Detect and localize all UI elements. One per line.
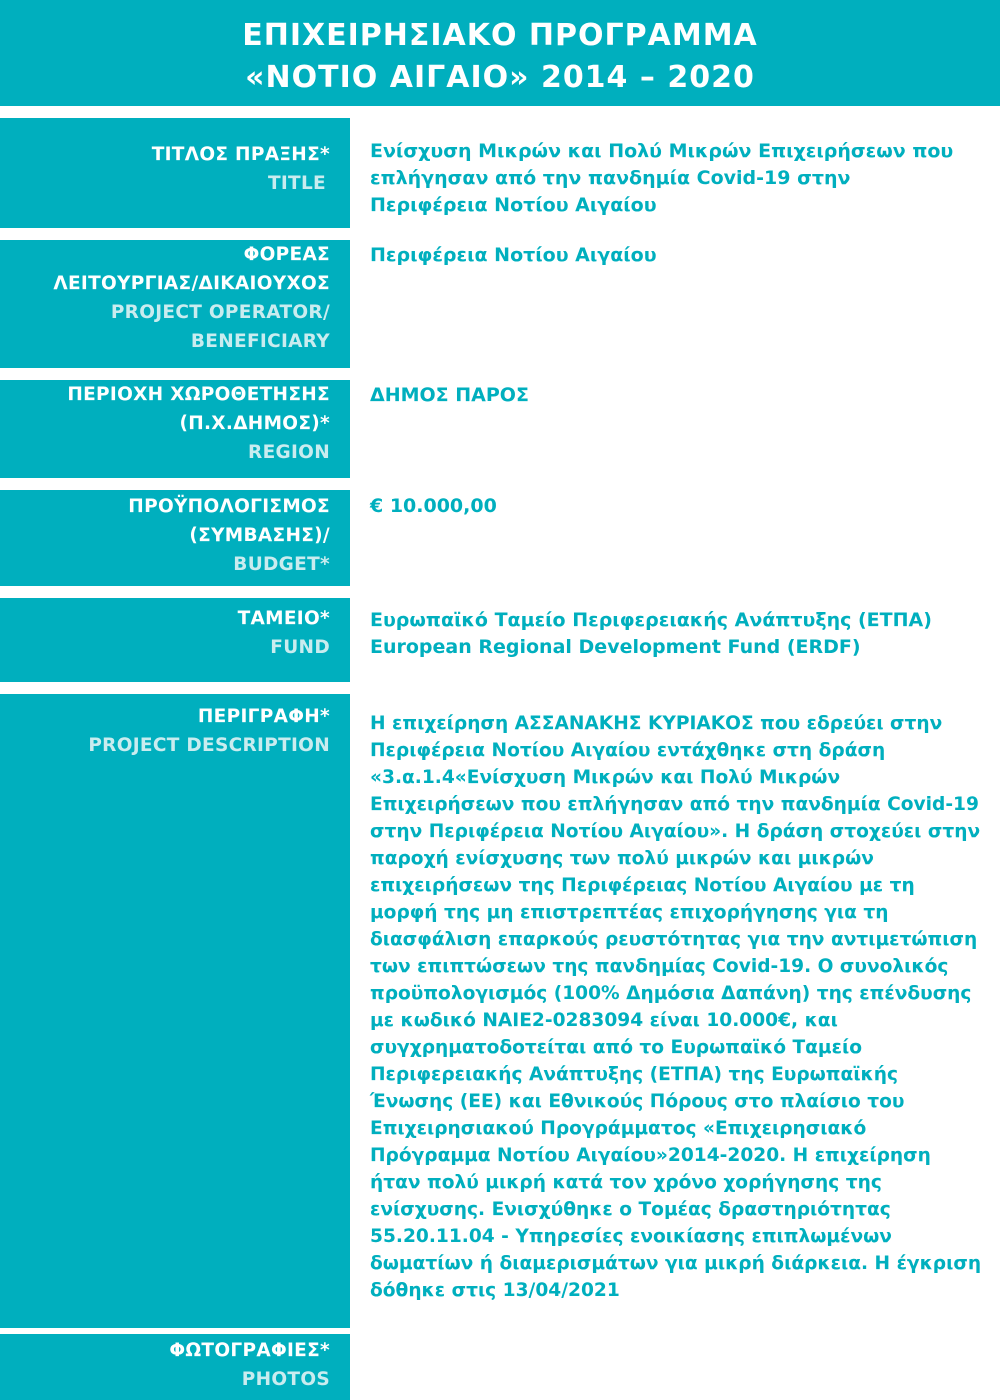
row-region-label [0, 380, 350, 478]
row-region [0, 380, 1000, 478]
fund-value [350, 598, 1000, 682]
label-greek: ΤΑΜΕΙΟ* [237, 608, 330, 629]
label-greek: (Π.Χ.ΔΗΜΟΣ)* [179, 413, 330, 434]
row-fund [0, 598, 1000, 682]
label-english: BENEFICIARY [190, 331, 330, 352]
row-fund-label [0, 598, 350, 682]
row-title [0, 118, 1000, 228]
label-english: BUDGET* [233, 554, 330, 575]
row-photos [0, 1334, 1000, 1400]
row-operator [0, 240, 1000, 368]
fund-value-english: European Regional Development Fund (ERDF) [370, 636, 861, 658]
label-greek: ΦΟΡΕΑΣ [243, 244, 330, 265]
fund-value-greek: Ευρωπαϊκό Ταμείο Περιφερειακής Ανάπτυξης (ΕΤΠΑ) [370, 609, 932, 631]
row-photos-label [0, 1334, 350, 1400]
row-description-label [0, 694, 350, 1328]
page-header [0, 0, 1000, 106]
region-value: ΔΗΜΟΣ ΠΑΡΟΣ [350, 380, 1000, 478]
label-english: PHOTOS [241, 1369, 330, 1390]
photos-value [350, 1334, 1000, 1400]
label-greek: ΠΕΡΙΓΡΑΦΗ* [197, 706, 330, 727]
row-operator-label [0, 240, 350, 368]
row-title-label [0, 118, 350, 228]
budget-value: € 10.000,00 [350, 490, 1000, 586]
label-greek: (ΣΥΜΒΑΣΗΣ)/ [189, 525, 330, 546]
description-value: Η επιχείρηση ΑΣΣΑΝΑΚΗΣ ΚΥΡΙΑΚΟΣ που εδρεύει στην Περιφέρεια Νοτίου Αιγαίου εντάχθηκε στη δράση «3.α.1.4«Ενίσχυση Μικρών και Πολύ Μικρών Επιχειρήσεων που επλήγησαν από την πανδημία Covid-19 στην Περιφέρεια Νοτίου Αιγαίου». Η δράση στοχεύει στην παροχή ενίσχυσης των πολύ μικρών και μικρών επιχειρήσεων της Περιφέρειας Νοτίου Αιγαίου με τη μορφή της μη επιστρεπτέας επιχορήγησης για τη διασφάλιση επαρκούς ρευστότητας για την αντιμετώπιση των επιπτώσεων της πανδημίας Covid-19. Ο συνολικός προϋπολογισμός (100% Δημόσια Δαπάνη) της επένδυσης με κωδικό ΝΑΙΕ2-0283094 είναι 10.000€, και συγχρηματοδοτείται από το Ευρωπαϊκό Ταμείο Περιφερειακής Ανάπτυξης (ΕΤΠΑ) της Ευρωπαϊκής Ένωσης (ΕΕ) και Εθνικούς Πόρους στο πλαίσιο του Επιχειρησιακού Προγράμματος «Επιχειρησιακό Πρόγραμμα Νοτίου Αιγαίου»2014-2020. Η επιχείρηση ήταν πολύ μικρή κατά τον χρόνο χορήγησης της ενίσχυσης. Ενισχύθηκε ο Τομέας δραστηριότητας 55.20.11.04 - Υπηρεσίες ενοικίασης επιπλωμένων δωματίων ή διαμερισμάτων για μικρή διάρκεια. Η έγκριση δόθηκε στις 13/04/2021 [350, 694, 1000, 1328]
label-english: REGION [248, 442, 330, 463]
row-budget-label [0, 490, 350, 586]
label-greek: ΤΙΤΛΟΣ ΠΡΑΞΗΣ* [151, 144, 330, 165]
label-greek: ΠΕΡΙΟΧΗ ΧΩΡΟΘΕΤΗΣΗΣ [67, 384, 330, 405]
operator-value: Περιφέρεια Νοτίου Αιγαίου [350, 240, 1000, 368]
label-greek: ΠΡΟΫΠΟΛΟΓΙΣΜΟΣ [128, 496, 330, 517]
label-greek: ΦΩΤΟΓΡΑΦΙΕΣ* [169, 1340, 330, 1361]
header-line-1: ΕΠΙΧΕΙΡΗΣΙΑΚΟ ΠΡΟΓΡΑΜΜΑ [242, 18, 758, 53]
label-english: TITLE [267, 173, 326, 194]
row-budget [0, 490, 1000, 586]
title-value: Ενίσχυση Μικρών και Πολύ Μικρών Επιχειρήσεων που επλήγησαν από την πανδημία Covid-19 στην Περιφέρεια Νοτίου Αιγαίου [350, 118, 1000, 228]
label-greek: ΛΕΙΤΟΥΡΓΙΑΣ/ΔΙΚΑΙΟΥΧΟΣ [53, 273, 330, 294]
label-english: PROJECT DESCRIPTION [88, 735, 330, 756]
row-description [0, 694, 1000, 1328]
label-english: PROJECT OPERATOR/ [110, 302, 330, 323]
header-line-2: «ΝΟΤΙΟ ΑΙΓΑΙΟ» 2014 – 2020 [245, 60, 755, 95]
label-english: FUND [270, 637, 330, 658]
